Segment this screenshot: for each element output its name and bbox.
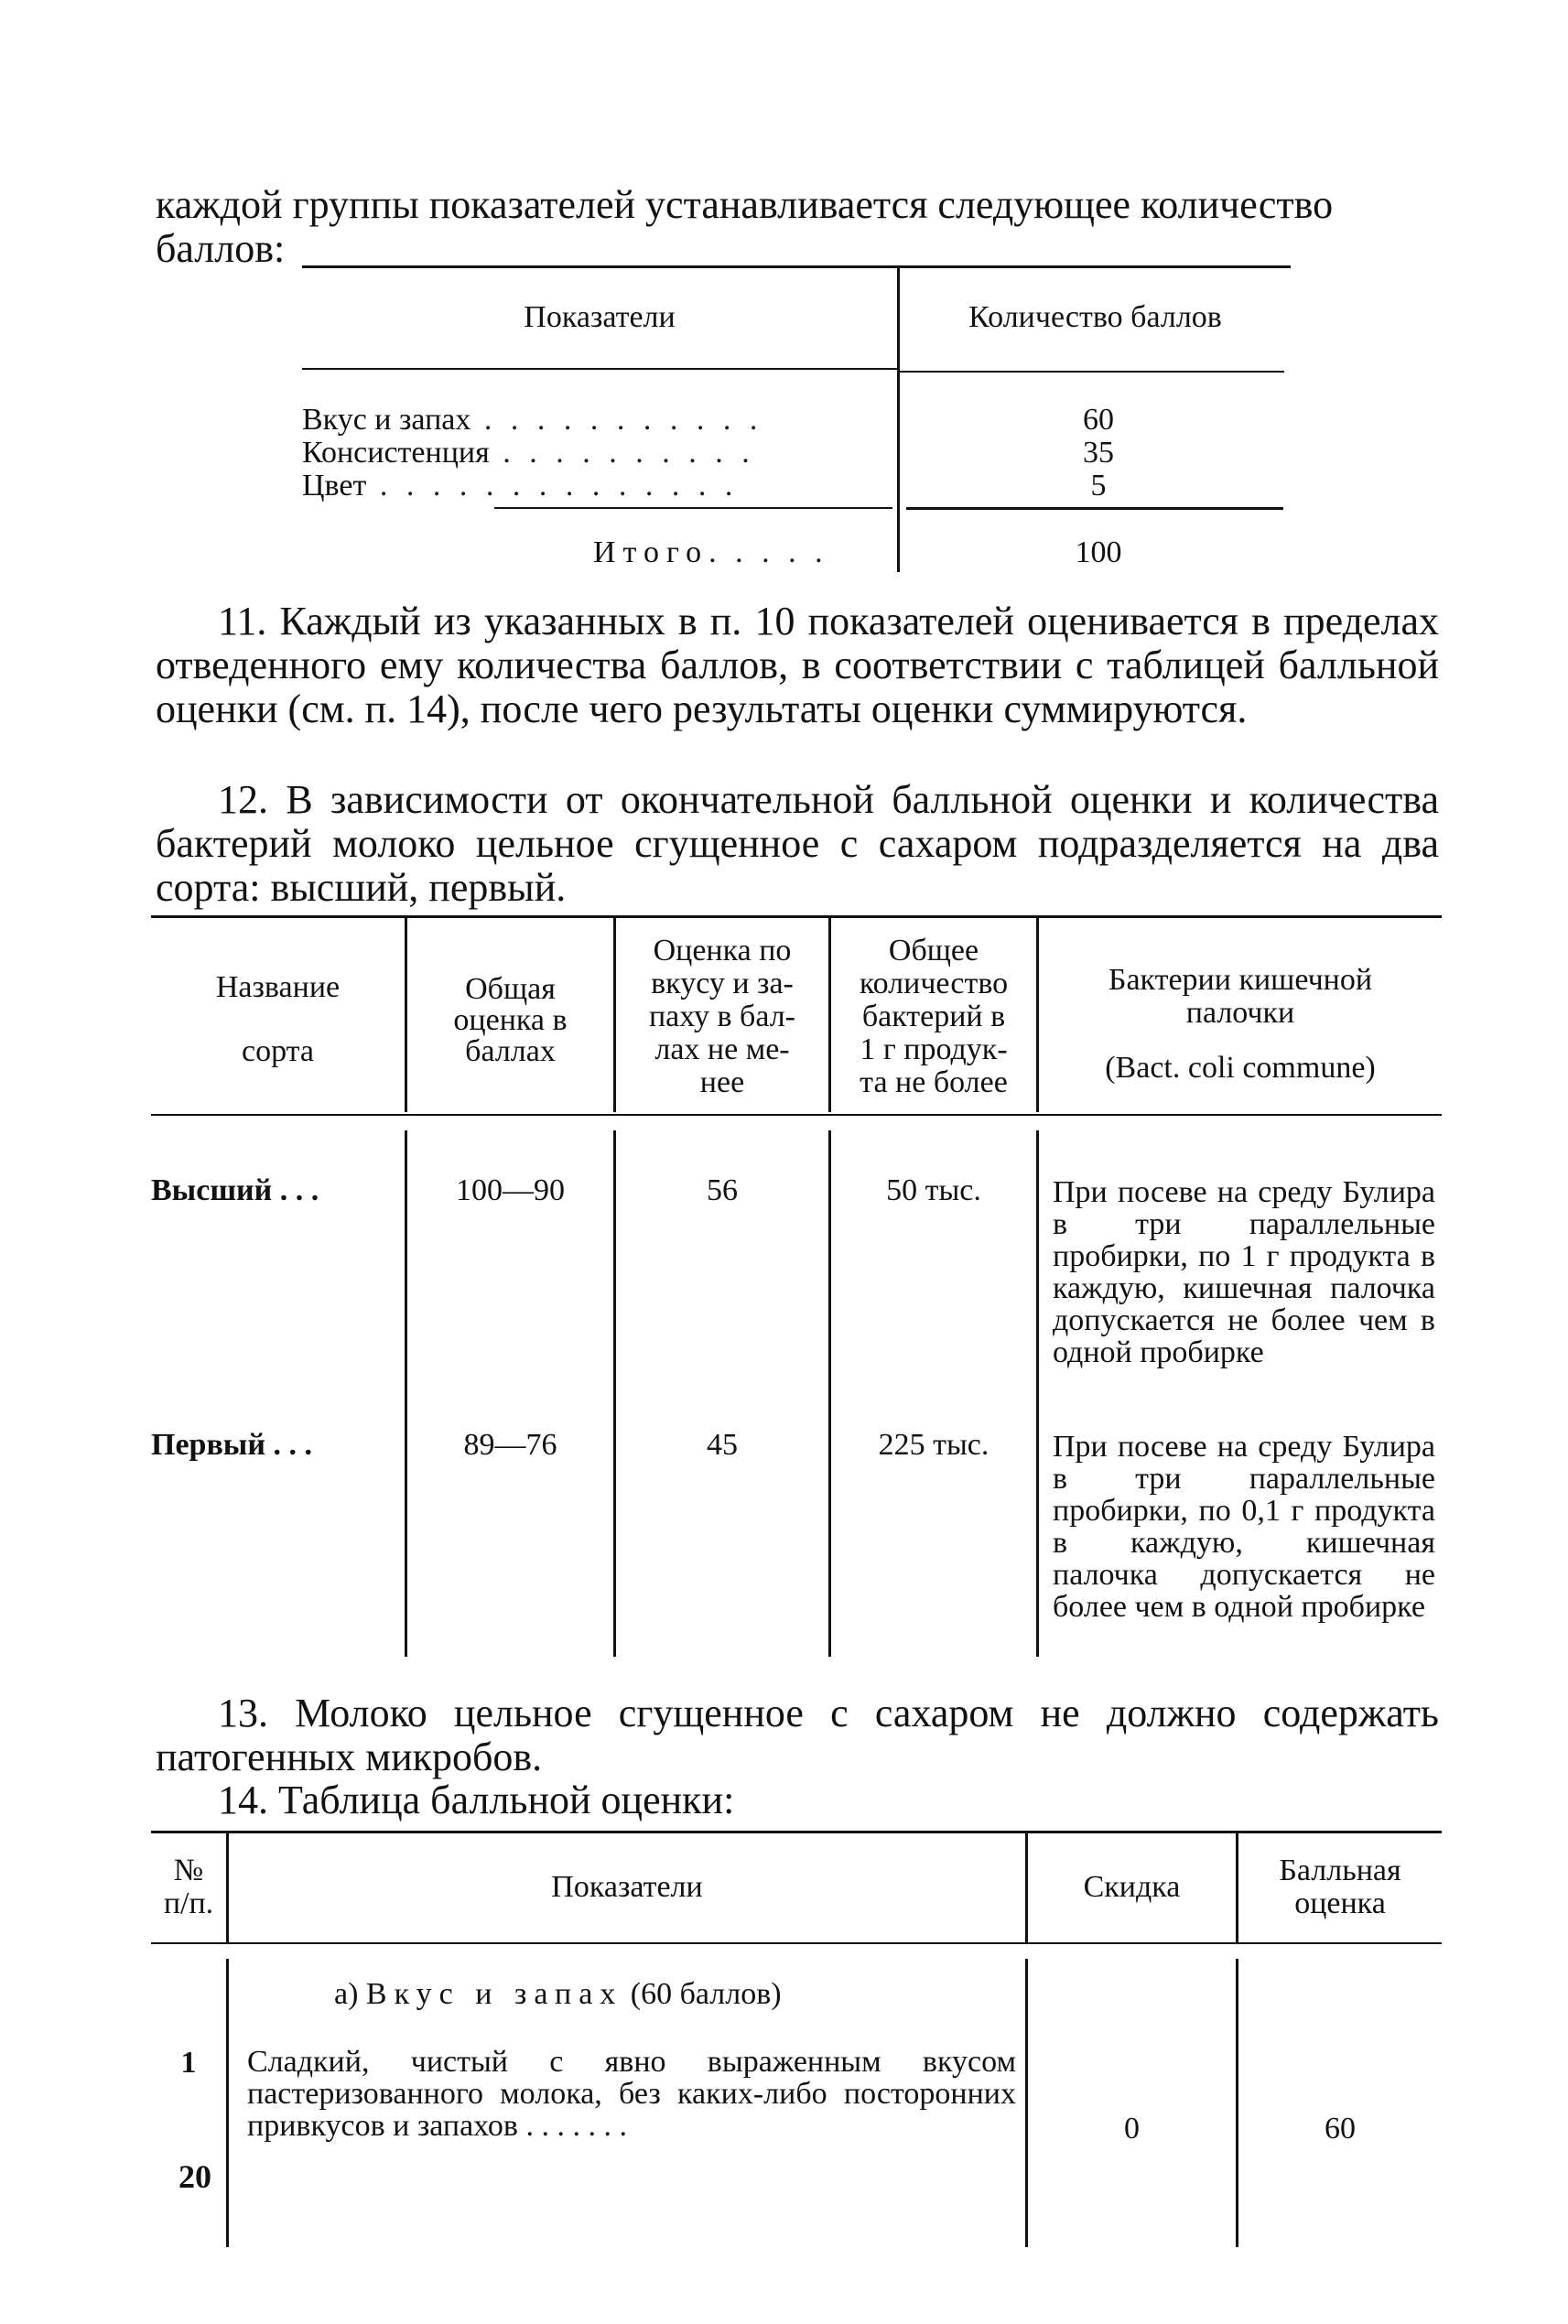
- grades-header-total-3: баллах: [465, 1034, 556, 1068]
- grade-total-score: 89—76: [463, 1428, 557, 1462]
- grades-col-divider: [613, 1130, 616, 1657]
- score-section-prefix: а): [334, 1977, 359, 2011]
- points-header-rule-left: [302, 368, 897, 370]
- paragraph-13: 13. Молоко цельное сгущенное с сахаром не должно содержать патогенных микробов.: [156, 1691, 1439, 1779]
- score-row-text: Сладкий, чистый с явно выраженным вкусом пастеризованного молока, без каких-либо посторонних привкусов и запахов . . . . . . .: [247, 2045, 1016, 2143]
- score-row-num: 1: [180, 2046, 197, 2080]
- leader-dots: . . . . .: [708, 535, 828, 569]
- score-header-score-1: Балльная: [1279, 1854, 1401, 1887]
- grade-name: Высший . . .: [151, 1173, 319, 1207]
- points-row-value: 35: [1083, 436, 1114, 470]
- points-total-value: 100: [1075, 535, 1122, 569]
- grades-header-name-1: Название: [215, 970, 341, 1004]
- grade-bacteria-count: 50 тыс.: [886, 1173, 981, 1207]
- grades-header-bacteria-3: бактерий в: [861, 1000, 1006, 1033]
- points-header-count: Количество баллов: [968, 300, 1222, 334]
- score-header-discount: Скидка: [1083, 1870, 1181, 1904]
- leader-dots: . . . . . . . . . . . . . .: [366, 469, 739, 503]
- grades-header-bacteria-4: 1 г продук-: [860, 1032, 1008, 1066]
- leader-dots: . . . . . . . . . . .: [470, 403, 763, 437]
- grades-header-bacteria-5: та не более: [860, 1065, 1008, 1099]
- grades-header-coli-2: палочки: [1185, 996, 1295, 1030]
- score-header-rule: [151, 1942, 1442, 1944]
- points-total-label: Итого: [593, 535, 709, 569]
- score-col-divider: [226, 1959, 229, 2247]
- score-header-num-2: п/п.: [163, 1886, 214, 1920]
- points-sum-rule-right: [906, 507, 1283, 510]
- page-number: 20: [178, 2158, 211, 2195]
- score-section-title: Вкус и запах: [365, 1977, 623, 2011]
- score-section-points: (60 баллов): [630, 1977, 782, 2011]
- grades-header-total-2: оценка в: [453, 1003, 568, 1037]
- paragraph-11: 11. Каждый из указанных в п. 10 показателей оценивается в пределах отведенного ему количества баллов, в соответствии с таблицей балльной оценки (см. п. 14), после чего результаты оценки суммируются.: [156, 599, 1439, 731]
- grades-col-divider: [828, 1130, 831, 1657]
- grade-taste-score: 45: [707, 1428, 738, 1462]
- score-table-top-rule: [151, 1831, 1442, 1833]
- points-row-label: Вкус и запах: [302, 403, 471, 437]
- leader-dots: . . . . . . . . . .: [489, 436, 755, 470]
- points-header-indicators: Показатели: [524, 300, 676, 334]
- paragraph-12: 12. В зависимости от окончательной балльной оценки и количества бактерий молоко цельное сгущенное с сахаром подразделяется на два сорта: высший, первый.: [156, 777, 1439, 910]
- points-table-top-rule: [302, 265, 1291, 268]
- grades-header-rule: [151, 1114, 1442, 1116]
- grade-taste-score: 56: [707, 1173, 738, 1207]
- score-header-score-2: оценка: [1294, 1886, 1386, 1920]
- score-col-divider: [1236, 1959, 1238, 2247]
- points-sum-rule-left: [494, 507, 892, 509]
- grades-header-taste-2: вкусу и за-: [651, 967, 794, 1000]
- grade-bacteria-count: 225 тыс.: [878, 1428, 989, 1462]
- points-row: [302, 436, 892, 470]
- score-header-indicators: Показатели: [551, 1870, 703, 1904]
- grades-header-taste-1: Оценка по: [653, 934, 792, 967]
- grades-header-total-1: Общая: [465, 972, 556, 1006]
- points-row-label: Консистенция: [302, 436, 490, 470]
- grades-header-taste-3: паху в бал-: [648, 1000, 796, 1033]
- grades-header-taste-4: лах не ме-: [654, 1032, 790, 1066]
- points-row: [302, 469, 892, 503]
- score-col-divider: [1025, 1959, 1028, 2247]
- grades-table-top-rule: [151, 915, 1442, 918]
- grade-name: Первый . . .: [151, 1428, 312, 1462]
- grade-coli-requirement: При посеве на среду Булира в три параллельные пробирки, по 1 г продукта в каждую, кишечная палочка допускается не более чем в одной пробирке: [1053, 1175, 1435, 1369]
- grades-col-divider: [405, 1130, 407, 1657]
- score-row-discount: 0: [1124, 2112, 1140, 2146]
- grades-col-divider: [1036, 1130, 1039, 1657]
- grades-header-name-2: сорта: [241, 1034, 314, 1068]
- grade-total-score: 100—90: [456, 1173, 565, 1207]
- paragraph-14: 14. Таблица балльной оценки:: [218, 1778, 735, 1822]
- intro-line-2: баллов:: [156, 226, 286, 271]
- points-row-value: 60: [1083, 403, 1114, 437]
- grades-header-coli-1: Бактерии кишечной: [1108, 963, 1373, 997]
- grades-header-bacteria-2: количество: [859, 967, 1009, 1000]
- points-header-rule-right: [900, 371, 1284, 373]
- points-row: [302, 403, 892, 438]
- points-row-label: Цвет: [302, 469, 367, 503]
- points-row-value: 5: [1090, 469, 1107, 503]
- score-row-score: 60: [1325, 2112, 1356, 2146]
- grades-header-bacteria-1: Общее: [888, 934, 979, 967]
- grades-header-coli-3: (Bact. coli commune): [1105, 1051, 1376, 1085]
- score-header-num-1: №: [173, 1854, 204, 1887]
- grade-coli-requirement: При посеве на среду Булира в три параллельные пробирки, по 0,1 г продукта в каждую, кишечная палочка допускается не более чем в одной пробирке: [1053, 1430, 1435, 1624]
- grades-header-taste-5: нее: [699, 1065, 745, 1099]
- points-total-row: [593, 535, 895, 570]
- score-section-heading: [334, 1977, 1021, 2012]
- intro-line-1: каждой группы показателей устанавливается следующее количество: [156, 182, 1334, 227]
